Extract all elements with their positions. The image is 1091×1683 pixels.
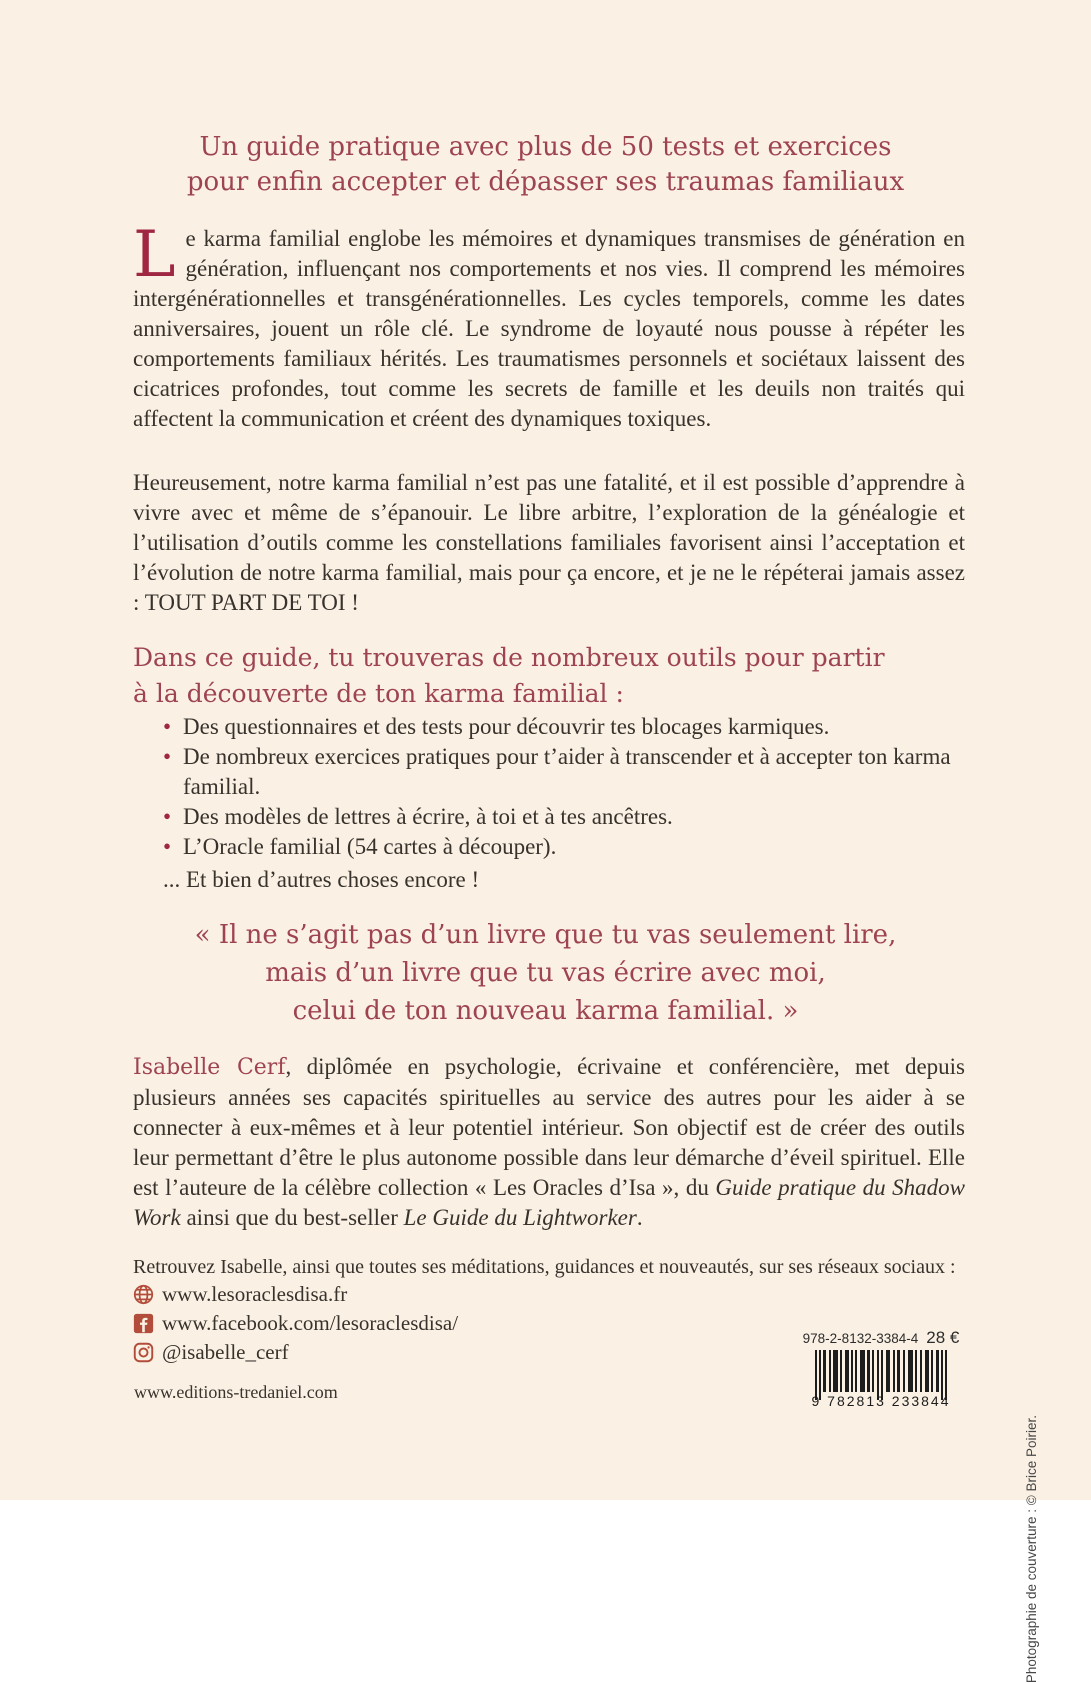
photo-credit: Photographie de couverture : © Brice Poirier. bbox=[1024, 1415, 1039, 1683]
list-item-text: De nombreux exercices pratiques pour t’aider à transcender et à accepter ton karma familial. bbox=[183, 744, 951, 799]
headline-line2: pour enfin accepter et dépasser ses traumas familiaux bbox=[186, 167, 905, 197]
list-item-text: Des modèles de lettres à écrire, à toi et à tes ancêtres. bbox=[183, 804, 673, 829]
bio-text: ainsi que du best-seller bbox=[180, 1205, 404, 1230]
book-title-italic: Guide pratique du Shadow Work bbox=[133, 1175, 965, 1230]
facebook-icon bbox=[133, 1313, 154, 1334]
price: 28 € bbox=[926, 1328, 960, 1347]
bullet-icon: • bbox=[163, 834, 172, 859]
guide-bullet-list bbox=[163, 712, 965, 896]
headline bbox=[0, 130, 1091, 200]
bio-text: , diplômée en psychologie, écrivaine et conférencière, met depuis plusieurs années ses capacités spirituelles au service des autres pour les aider à se connecter à eux-mêmes et à leur potentiel intérieur. Son objectif est de créer des outils leur permettant d’être le plus autonome possible dans leur démarche d’éveil spirituel. Elle est l’auteure de la célèbre collection « Les Oracles d’Isa », du bbox=[133, 1054, 965, 1200]
isbn-number: 978-2-8132-3384-4 bbox=[802, 1331, 919, 1346]
quote-line: mais d’un livre que tu vas écrire avec moi, bbox=[265, 958, 826, 988]
bullet-icon: • bbox=[163, 744, 172, 769]
intro-paragraph-1-text: e karma familial englobe les mémoires et dynamiques transmises de génération en génération, influençant nos comportements et nos vies. Il comprend les mémoires intergénérationnelles et transgénérationnelles. Les cycles temporels, comme les dates anniversaires, jouent un rôle clé. Le syndrome de loyauté nous pousse à répéter les comportements familiaux hérités. Les traumatismes personnels et sociétaux laissent des cicatrices profondes, tout comme les secrets de famille et les deuils non traités qui affectent la communication et créent des dynamiques toxiques. bbox=[133, 226, 965, 431]
list-item-text: Des questionnaires et des tests pour découvrir tes blocages karmiques. bbox=[183, 714, 830, 739]
bullet-icon: • bbox=[163, 804, 172, 829]
intro-paragraph-2-text: Heureusement, notre karma familial n’est pas une fatalité, et il est possible d’apprendre à vivre avec et même de s’épanouir. Le libre arbitre, l’exploration de la généalogie et l’utilisation d’outils comme les constellations familiales favorisent ainsi l’acceptation et l’évolution de notre karma familial, mais pour ça encore, et je ne le répéterai jamais assez : TOUT PART DE TOI ! bbox=[133, 470, 965, 615]
drop-cap: L bbox=[133, 218, 176, 292]
headline-line1: Un guide pratique avec plus de 50 tests et exercices bbox=[199, 132, 892, 162]
website-url: www.lesoraclesdisa.fr bbox=[162, 1282, 348, 1306]
intro-paragraph-2 bbox=[133, 468, 965, 618]
book-title-italic: Le Guide du Lightworker bbox=[403, 1205, 637, 1230]
bullet-icon: • bbox=[163, 714, 172, 739]
pull-quote bbox=[0, 916, 1091, 1030]
list-item bbox=[163, 832, 965, 862]
list-item bbox=[163, 712, 965, 742]
list-item bbox=[163, 802, 965, 832]
quote-line: celui de ton nouveau karma familial. » bbox=[292, 996, 799, 1026]
author-bio bbox=[133, 1052, 965, 1233]
facebook-url: www.facebook.com/lesoraclesdisa/ bbox=[162, 1311, 459, 1335]
instagram-icon bbox=[133, 1342, 154, 1363]
quote-line: « Il ne s’agit pas d’un livre que tu vas seulement lire, bbox=[194, 920, 897, 950]
list-outro: ... Et bien d’autres choses encore ! bbox=[163, 867, 480, 892]
list-item-text: L’Oracle familial (54 cartes à découper). bbox=[183, 834, 557, 859]
barcode-block bbox=[802, 1328, 960, 1409]
intro-paragraph-1 bbox=[133, 218, 965, 434]
list-item bbox=[163, 742, 965, 802]
globe-icon bbox=[133, 1284, 154, 1305]
isbn-line bbox=[802, 1328, 960, 1348]
social-row-website bbox=[133, 1280, 965, 1309]
author-name: Isabelle Cerf bbox=[133, 1055, 286, 1080]
bio-text: . bbox=[636, 1205, 643, 1230]
publisher-url: www.editions-tredaniel.com bbox=[134, 1382, 338, 1402]
barcode-digits: 9 782813 233844 bbox=[811, 1393, 951, 1409]
guide-section-heading: Dans ce guide, tu trouveras de nombreux outils pour partir à la découverte de ton karma familial : bbox=[133, 643, 885, 708]
instagram-handle: @isabelle_cerf bbox=[162, 1340, 289, 1364]
social-intro: Retrouvez Isabelle, ainsi que toutes ses méditations, guidances et nouveautés, sur ses réseaux sociaux : bbox=[133, 1256, 956, 1278]
